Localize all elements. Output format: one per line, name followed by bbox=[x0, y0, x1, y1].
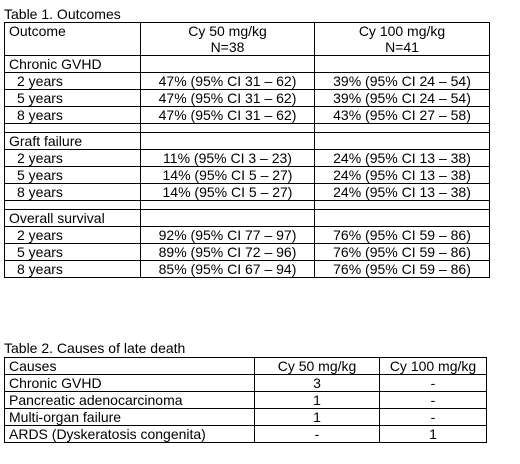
header-cy100: Cy 100 mg/kg bbox=[380, 358, 487, 375]
section-title: Overall survival bbox=[5, 210, 141, 227]
late-death-causes-table bbox=[4, 357, 487, 443]
cy50-value: 47% (95% CI 31 – 62) bbox=[141, 73, 315, 90]
outcomes-table bbox=[4, 22, 490, 278]
section-title: Chronic GVHD bbox=[5, 56, 141, 73]
section-row bbox=[5, 133, 490, 150]
cy50-value: 14% (95% CI 5 – 27) bbox=[141, 167, 315, 184]
cy50-value: 14% (95% CI 5 – 27) bbox=[141, 184, 315, 201]
table-row bbox=[5, 426, 487, 443]
cy100-count: - bbox=[380, 409, 487, 426]
row-label: 2 years bbox=[5, 150, 141, 167]
cause-label: ARDS (Dyskeratosis congenita) bbox=[5, 426, 255, 443]
header-cy100 bbox=[315, 23, 490, 56]
section-row bbox=[5, 210, 490, 227]
header-cy50-n: N=38 bbox=[210, 39, 245, 55]
row-label: 8 years bbox=[5, 107, 141, 124]
table-row bbox=[5, 90, 490, 107]
table-row bbox=[5, 227, 490, 244]
cy100-value: 24% (95% CI 13 – 38) bbox=[315, 184, 490, 201]
cy50-value: 89% (95% CI 72 – 96) bbox=[141, 244, 315, 261]
spacer-row bbox=[5, 124, 490, 133]
cy50-value: 85% (95% CI 67 – 94) bbox=[141, 261, 315, 278]
cy50-value: 47% (95% CI 31 – 62) bbox=[141, 107, 315, 124]
row-label: 8 years bbox=[5, 184, 141, 201]
table-header-row bbox=[5, 23, 490, 56]
row-label: 2 years bbox=[5, 227, 141, 244]
section-row bbox=[5, 56, 490, 73]
table-row bbox=[5, 150, 490, 167]
table-row bbox=[5, 409, 487, 426]
header-causes: Causes bbox=[5, 358, 255, 375]
header-cy100-dose: Cy 100 mg/kg bbox=[358, 23, 446, 39]
cy50-count: - bbox=[255, 426, 380, 443]
table-row bbox=[5, 107, 490, 124]
cy100-value: 76% (95% CI 59 – 86) bbox=[315, 244, 490, 261]
table1-caption: Table 1. Outcomes bbox=[4, 6, 121, 22]
row-label: 2 years bbox=[5, 73, 141, 90]
cause-label: Chronic GVHD bbox=[5, 375, 255, 392]
cy100-value: 43% (95% CI 27 – 58) bbox=[315, 107, 490, 124]
cy100-count: 1 bbox=[380, 426, 487, 443]
row-label: 8 years bbox=[5, 261, 141, 278]
table-row bbox=[5, 392, 487, 409]
cy100-count: - bbox=[380, 375, 487, 392]
cy100-value: 24% (95% CI 13 – 38) bbox=[315, 167, 490, 184]
table-row bbox=[5, 244, 490, 261]
header-cy50-dose: Cy 50 mg/kg bbox=[188, 23, 267, 39]
header-cy100-n: N=41 bbox=[385, 39, 419, 55]
section-title: Graft failure bbox=[5, 133, 141, 150]
row-label: 5 years bbox=[5, 167, 141, 184]
table-header-row bbox=[5, 358, 487, 375]
row-label: 5 years bbox=[5, 90, 141, 107]
spacer-row bbox=[5, 201, 490, 210]
cause-label: Pancreatic adenocarcinoma bbox=[5, 392, 255, 409]
table-row bbox=[5, 73, 490, 90]
cy50-value: 11% (95% CI 3 – 23) bbox=[141, 150, 315, 167]
cy100-value: 76% (95% CI 59 – 86) bbox=[315, 227, 490, 244]
header-cy50: Cy 50 mg/kg bbox=[255, 358, 380, 375]
table2-caption: Table 2. Causes of late death bbox=[4, 340, 186, 356]
cy100-value: 39% (95% CI 24 – 54) bbox=[315, 73, 490, 90]
cy50-count: 1 bbox=[255, 392, 380, 409]
header-cy50 bbox=[141, 23, 315, 56]
cy100-value: 76% (95% CI 59 – 86) bbox=[315, 261, 490, 278]
cause-label: Multi-organ failure bbox=[5, 409, 255, 426]
table-row bbox=[5, 184, 490, 201]
row-label: 5 years bbox=[5, 244, 141, 261]
header-outcome: Outcome bbox=[5, 23, 141, 56]
cy100-count: - bbox=[380, 392, 487, 409]
cy50-value: 47% (95% CI 31 – 62) bbox=[141, 90, 315, 107]
table-row bbox=[5, 167, 490, 184]
cy50-count: 3 bbox=[255, 375, 380, 392]
cy100-value: 24% (95% CI 13 – 38) bbox=[315, 150, 490, 167]
table-row bbox=[5, 375, 487, 392]
cy50-value: 92% (95% CI 77 – 97) bbox=[141, 227, 315, 244]
cy50-count: 1 bbox=[255, 409, 380, 426]
table-row bbox=[5, 261, 490, 278]
cy100-value: 39% (95% CI 24 – 54) bbox=[315, 90, 490, 107]
